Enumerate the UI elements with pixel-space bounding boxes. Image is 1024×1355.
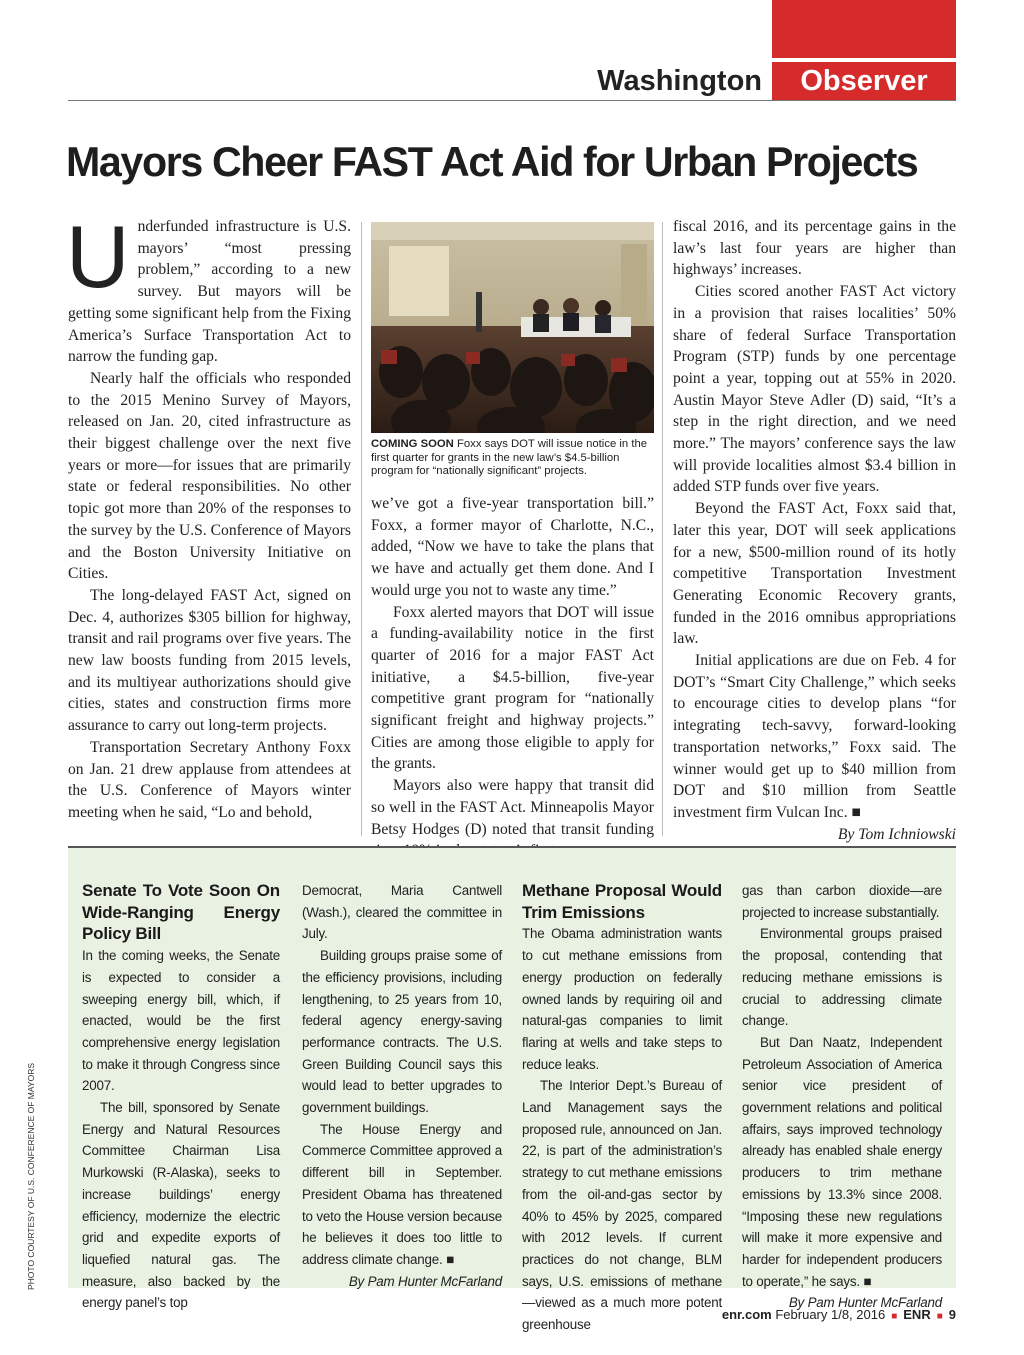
- article-paragraph: Beyond the FAST Act, Foxx said that, later this year, DOT will seek applications for a new, $500-million round of its hotly competitive Transportation Investment Generating Economic Recovery grants, funded in the 2016 omnibus appropriations law.: [673, 500, 956, 648]
- article-paragraph: Transportation Secretary Anthony Foxx on Jan. 21 drew applause from attendees at the U.S. Conference of Mayors winter meeting when he said, “Lo and behold,: [68, 738, 351, 821]
- brief-2-column-2: [742, 880, 942, 1314]
- brief-paragraph: But Dan Naatz, Independent Petroleum Association of America senior vice president of government relations and political affairs, says improved technology already has enabled shale energy producers to trim methane emissions by 13.3% since 2008. “Imposing these new regulations will make it more expensive and harder for independent producers to operate,” he says. ■: [742, 1034, 942, 1289]
- brief-byline: By Pam Hunter McFarland: [788, 1295, 942, 1311]
- article-paragraph: Mayors also were happy that transit did so well in the FAST Act. Minneapolis Mayor Betsy Hodges (D) noted that transit funding: [371, 777, 654, 838]
- article-column-3: [673, 216, 956, 845]
- column-divider: [361, 222, 362, 836]
- article-photo: [371, 222, 654, 433]
- page-footer: [722, 1307, 956, 1322]
- article-column-1: [66, 207, 351, 824]
- article-paragraph: Initial applications are due on Feb. 4 for DOT’s “Smart City Challenge,” which seeks to encourage cities to develop plans “for integrating tech-savvy, forward-looking transportation networks,” Foxx said. The winner would get up to $40 million from DOT and $10 million from Seattle investment firm Vulcan Inc. ■: [673, 652, 956, 821]
- brief-byline: By Pam Hunter McFarland: [348, 1273, 502, 1289]
- square-icon: ■: [936, 1311, 943, 1322]
- drop-cap: U: [66, 207, 130, 306]
- section-color-tab: [772, 0, 956, 58]
- brief-paragraph: The bill, sponsored by Senate Energy and Natural Resources Committee Chairman Lisa Murkowski (R-Alaska), seeks to increase buildings’ energy efficiency, modernize the electric grid and expedite exports of liquefied natural gas. The measure, also backed by the energy panel’s top: [82, 1100, 280, 1311]
- brief-paragraph: The Interior Dept.’s Bureau of Land Management says the proposed rule, announced on Jan. 22, is part of the administration’s strategy to cut methane emissions from the oil-and-gas sector by 40% to 45% by 2025, compared with 2012 levels. If current practices do not change, BLM says, U.S. emissions of methane—viewed as a much more potent greenhouse: [522, 1078, 722, 1333]
- article-paragraph: Foxx alerted mayors that DOT will issue a funding-availability notice in the first quarter of 2016 for a major FAST Act initiative, a $4.5-billion, five-year competitive grant program for “nationally significant freight and highway projects.” Cities are among those eligible to apply for the grants.: [371, 603, 654, 773]
- footer-date: February 1/8, 2016: [775, 1307, 886, 1322]
- brief-paragraph: In the coming weeks, the Senate is expected to consider a sweeping energy bill, which, if enacted, would be the first comprehensive energy legislation to make it through Congress since 2007.: [82, 948, 280, 1094]
- header-rule: [68, 100, 956, 101]
- column-divider: [662, 222, 663, 836]
- brief-paragraph: Democrat, Maria Cantwell (Wash.), cleared the committee in July.: [302, 883, 502, 942]
- brief-title: Methane Proposal Would Trim Emissions: [522, 881, 722, 922]
- caption-text: Foxx says DOT will issue notice in the first quarter for grants in the new law’s $4.5-billion program for “nationally significant” projects.: [371, 438, 648, 477]
- caption-label: COMING SOON: [371, 438, 454, 450]
- article-paragraph: Cities scored another FAST Act victory in a provision that raises localities’ 50% share of federal Surface Transportation Program (STP) funds by one percentage point a year, topping out at 55% in 2020. Austin Mayor Steve Adler (D) said, “It’s a step in the right direction, and we need more.” The mayors’ conference says the law will provide localities almost $3.4 billion in added STP funds over five years.: [673, 283, 956, 496]
- headline: Mayors Cheer FAST Act Aid for Urban Projects: [66, 138, 918, 185]
- brief-paragraph: gas than carbon dioxide—are projected to increase substantially.: [742, 883, 942, 920]
- footer-brand: ENR: [903, 1307, 931, 1322]
- square-icon: ■: [891, 1311, 898, 1322]
- article-byline: By Tom Ichniowski: [837, 825, 956, 843]
- brief-paragraph: The Obama administration wants to cut methane emissions from energy production on federally owned lands by requiring oil and natural-gas companies to limit flaring at wells and take steps to reduce leaks.: [522, 926, 722, 1072]
- brief-1-column-2: [302, 880, 502, 1292]
- article-paragraph: The long-delayed FAST Act, signed on Dec. 4, authorizes $305 billion for highway, transit and rail programs over five years. The new law boosts funding from 2015 levels, and its multiyear authorizations should give cities, states and construction firms more assurance to carry out long-term projects.: [68, 586, 351, 735]
- article-paragraph: Nearly half the officials who responded to the 2015 Menino Survey of Mayors, released on Jan. 20, cited infrastructure as their biggest challenge over the next five years or more—for issues that are primarily state or federal responsibilities. No other topic got more than 20% of the responses to the survey by the U.S. Conference of Mayors and the Boston University Initiative on Cities.: [68, 369, 351, 583]
- page-number: 9: [948, 1307, 956, 1322]
- photo-credit: PHOTO COURTESY OF U.S. CONFERENCE OF MAYORS: [26, 1062, 36, 1290]
- photo-caption: [371, 438, 654, 479]
- article-paragraph: we’ve got a five-year transportation bill.” Foxx, a former mayor of Charlotte, N.C., added, “Now we have to take the plans that we have and actually get them done. And I would urge you not to waste any time.”: [371, 495, 654, 599]
- section-name-accent: Observer: [772, 62, 956, 100]
- article-column-2: [371, 493, 654, 862]
- brief-paragraph: Building groups praise some of the efficiency provisions, including lengthening, to 25 years from 10, federal agency energy-saving performance contracts. The U.S. Green Building Council says this would lead to better upgrades to government buildings.: [302, 948, 502, 1116]
- article-paragraph: Underfunded infrastructure is U.S. mayors’ “most pressing problem,” according to a new survey. But mayors will be getting some significant help from the Fixing America’s Surface Transportation Act to narrow the funding gap.: [66, 207, 351, 366]
- brief-1-column-1: [82, 880, 280, 1314]
- brief-2-column-1: [522, 880, 722, 1336]
- brief-paragraph: Environmental groups praised the proposal, contending that reducing methane emissions is crucial to addressing climate change.: [742, 926, 942, 1029]
- brief-paragraph: The House Energy and Commerce Committee approved a different bill in September. President Obama has threatened to veto the House version because he believes it does too little to address climate change. ■: [302, 1121, 502, 1267]
- section-name: Washington: [597, 65, 762, 97]
- meeting-room-photo: [371, 222, 654, 433]
- footer-site: enr.com: [721, 1307, 772, 1322]
- article-paragraph: fiscal 2016, and its percentage gains in the law’s last four years are higher than highways’ increases.: [673, 218, 956, 279]
- brief-title: Senate To Vote Soon On Wide-Ranging Energy Policy Bill: [82, 881, 280, 944]
